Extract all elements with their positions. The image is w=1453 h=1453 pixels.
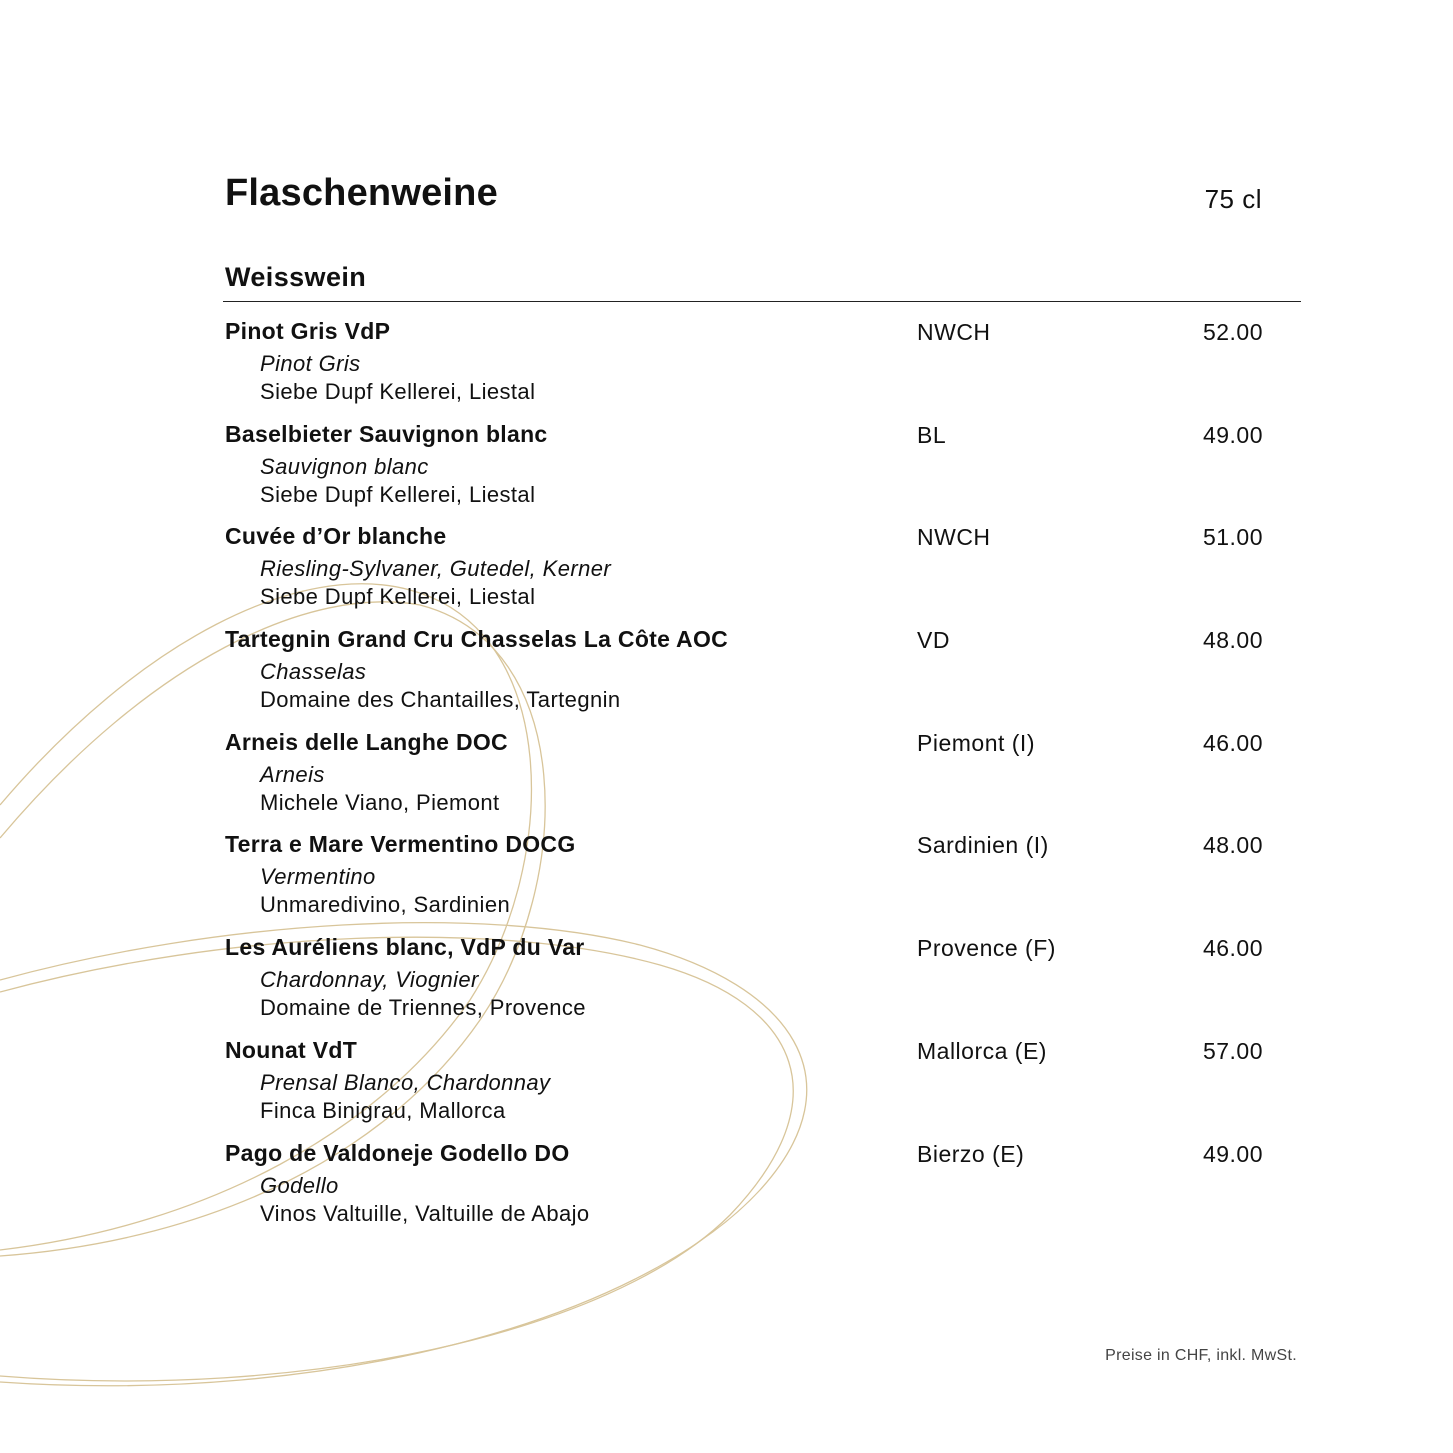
- section-title: Weisswein: [225, 262, 367, 292]
- wine-name: Les Auréliens blanc, VdP du Var: [225, 934, 585, 961]
- list-item: [225, 934, 1265, 1037]
- wine-producer: Siebe Dupf Kellerei, Liestal: [260, 584, 536, 610]
- wine-name: Cuvée d’Or blanche: [225, 523, 447, 550]
- wine-region: Provence (F): [917, 935, 1056, 962]
- price-footnote: Preise in CHF, inkl. MwSt.: [1105, 1347, 1297, 1364]
- wine-name: Pago de Valdoneje Godello DO: [225, 1139, 570, 1166]
- wine-region: Piemont (I): [917, 729, 1035, 756]
- list-item: [225, 1037, 1265, 1140]
- wine-price: 46.00: [1202, 729, 1263, 756]
- wine-producer: Vinos Valtuille, Valtuille de Abajo: [260, 1200, 590, 1226]
- wine-grape: Pinot Gris: [260, 351, 361, 376]
- wine-region: BL: [917, 421, 947, 448]
- list-item: [225, 1140, 1265, 1243]
- wine-name: Nounat VdT: [225, 1036, 358, 1063]
- wine-price: 49.00: [1202, 421, 1263, 448]
- wine-region: Bierzo (E): [917, 1140, 1025, 1167]
- wine-price: 46.00: [1202, 935, 1263, 962]
- wine-name: Pinot Gris VdP: [225, 318, 391, 344]
- wine-price: 48.00: [1202, 627, 1263, 654]
- wine-price: 52.00: [1202, 319, 1263, 345]
- wine-grape: Riesling-Sylvaner, Gutedel, Kerner: [260, 556, 612, 582]
- wine-region: Mallorca (E): [917, 1037, 1047, 1064]
- wine-grape: Chasselas: [260, 659, 367, 685]
- wine-producer: Finca Binigrau, Mallorca: [260, 1097, 506, 1123]
- list-item: [225, 831, 1265, 934]
- wine-producer: Domaine des Chantailles, Tartegnin: [260, 687, 621, 713]
- wine-grape: Vermentino: [260, 864, 376, 890]
- wine-grape: Chardonnay, Viognier: [260, 967, 479, 993]
- wine-price: 49.00: [1202, 1140, 1263, 1167]
- wine-grape: Prensal Blanco, Chardonnay: [260, 1069, 551, 1095]
- wine-producer: Siebe Dupf Kellerei, Liestal: [260, 481, 536, 507]
- wine-region: NWCH: [917, 524, 991, 551]
- volume-label: 75 cl: [1204, 184, 1262, 214]
- wine-name: Arneis delle Langhe DOC: [225, 728, 508, 755]
- list-item: [225, 626, 1265, 729]
- wine-producer: Michele Viano, Piemont: [260, 789, 500, 815]
- wine-region: NWCH: [917, 319, 991, 345]
- wine-producer: Unmaredivino, Sardinien: [260, 892, 511, 918]
- wine-price: 57.00: [1202, 1037, 1263, 1064]
- wine-name: Tartegnin Grand Cru Chasselas La Côte AOC: [225, 626, 729, 653]
- wine-region: VD: [917, 627, 950, 654]
- wine-price: 51.00: [1202, 524, 1263, 551]
- wine-list: [225, 318, 1265, 1242]
- list-item: [225, 318, 1265, 421]
- wine-producer: Siebe Dupf Kellerei, Liestal: [260, 379, 536, 404]
- list-item: [225, 729, 1265, 832]
- wine-grape: Sauvignon blanc: [260, 453, 429, 479]
- wine-region: Sardinien (I): [917, 832, 1049, 859]
- list-item: [225, 421, 1265, 524]
- page-title: Flaschenweine: [225, 172, 498, 214]
- wine-name: Baselbieter Sauvignon blanc: [225, 420, 548, 447]
- list-item: [225, 523, 1265, 626]
- wine-grape: Godello: [260, 1172, 339, 1198]
- wine-name: Terra e Mare Vermentino DOCG: [225, 831, 576, 858]
- wine-grape: Arneis: [260, 761, 325, 787]
- section-divider: [223, 301, 1301, 302]
- wine-producer: Domaine de Triennes, Provence: [260, 995, 586, 1021]
- wine-price: 48.00: [1202, 832, 1263, 859]
